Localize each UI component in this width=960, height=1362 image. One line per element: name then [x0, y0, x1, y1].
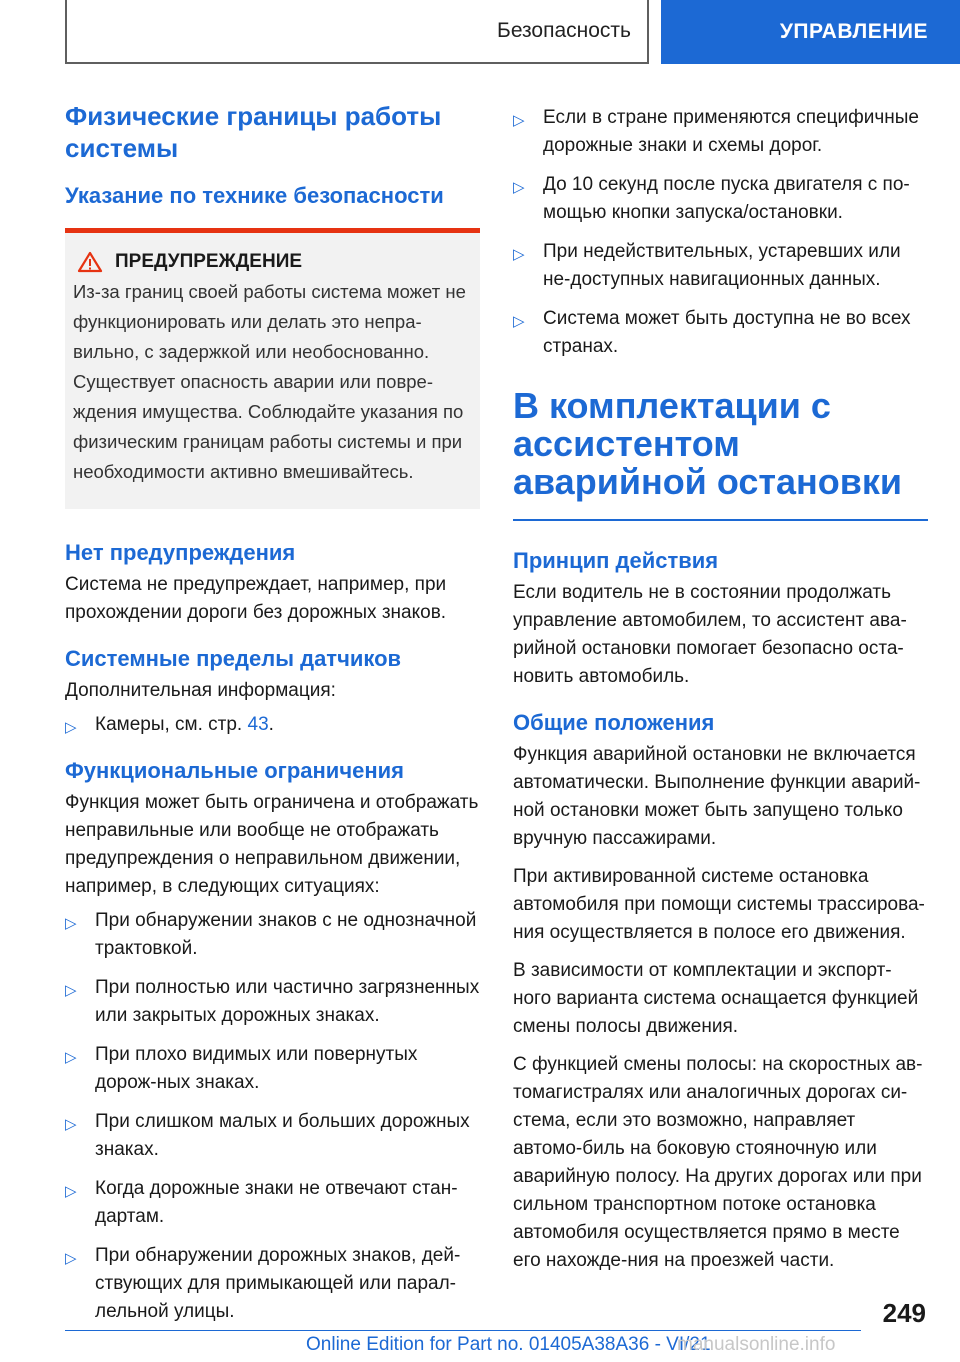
- list-item-text: Камеры, см. стр.: [95, 714, 243, 735]
- heading-sensor-limits: Системные пределы датчиков: [65, 646, 402, 671]
- list-item-end: .: [268, 714, 274, 735]
- section-functional-limits: [65, 757, 480, 1326]
- limits-list: [65, 907, 480, 1326]
- chapter-tab-label: УПРАВЛЕНИЕ: [779, 20, 928, 43]
- list-item-text: При обнаружении знаков с не однозначной трактовкой.: [95, 910, 477, 959]
- text-no-warning: Система не предупреждает, например, при прохождении дороги без дорожных знаков.: [65, 574, 447, 623]
- list-item: [513, 305, 928, 361]
- triangle-bullet-icon: ▷: [513, 246, 525, 263]
- left-title: Физические границы работы системы: [65, 101, 442, 163]
- list-item: [65, 1108, 480, 1164]
- text-functional-limits: Функция может быть ограничена и отображать неправильные или вообще не отображать предупреждения о неправильном движении, например, в следующих ситуациях:: [65, 792, 479, 897]
- heading-principle: Принцип действия: [513, 548, 719, 573]
- conditions-list: [513, 104, 928, 361]
- chapter-tab: [661, 0, 960, 64]
- section-divider: [513, 519, 928, 521]
- list-item: [513, 238, 928, 294]
- heading-general: Общие положения: [513, 710, 715, 735]
- warning-header: [73, 251, 470, 273]
- list-item-text: Когда дорожные знаки не отвечают стан-дартам.: [95, 1178, 458, 1227]
- triangle-bullet-icon: ▷: [65, 1049, 77, 1066]
- list-item: [65, 1242, 480, 1326]
- page-number: 249: [882, 1298, 926, 1328]
- footer-edition: Online Edition for Part no. 01405A38A36 - VI/21: [306, 1334, 711, 1355]
- section-sensor-limits: [65, 645, 480, 739]
- heading-no-warning: Нет предупреждения: [65, 540, 296, 565]
- list-item-text: Если в стране применяются специфичные дорожные знаки и схемы дорог.: [543, 107, 919, 156]
- list-item: [65, 1175, 480, 1231]
- paragraph: Функция аварийной остановки не включается автоматически. Выполнение функции аварий-ной остановки может быть запущено только вручную пассажирами.: [513, 744, 921, 849]
- list-item: [65, 974, 480, 1030]
- triangle-bullet-icon: ▷: [65, 1116, 77, 1133]
- watermark: manualsonline.info: [677, 1334, 836, 1355]
- list-item: [65, 907, 480, 963]
- triangle-bullet-icon: ▷: [65, 1250, 77, 1267]
- paragraph: В зависимости от комплектации и экспорт-ного варианта система оснащается функцией смены полосы движения.: [513, 960, 919, 1037]
- triangle-bullet-icon: ▷: [513, 313, 525, 330]
- list-item: [513, 171, 928, 227]
- right-column: [513, 100, 928, 1293]
- safety-subtitle: Указание по технике безопасности: [65, 183, 444, 208]
- list-item-text: При плохо видимых или повернутых дорож-ных знаках.: [95, 1044, 418, 1093]
- paragraph: С функцией смены полосы: на скоростных ав-томагистралях или аналогичных дорогах си-стема, если это возможно, направляет автомо-биль на боковую стояночную или аварийную полосу. На других дорогах или при сильном транспортном потоке остановка автомобиля осуществляется прямо в месте его нахожде-ния на проезжей части.: [513, 1054, 923, 1271]
- section-principle: [513, 547, 928, 691]
- section-general: [513, 709, 928, 1275]
- list-item-text: При полностью или частично загрязненных или закрытых дорожных знаках.: [95, 977, 480, 1026]
- list-item: [65, 1041, 480, 1097]
- list-item: [513, 104, 928, 160]
- list-item-text: При недействительных, устаревших или не-доступных навигационных данных.: [543, 241, 901, 290]
- left-column: [65, 100, 480, 1344]
- warning-triangle-icon: [77, 251, 103, 273]
- text-principle: Если водитель не в состоянии продолжать управление автомобилем, то ассистент ава-рийной остановки помогает безопасно оста-новить автомобиль.: [513, 582, 907, 687]
- sensor-list: [65, 711, 480, 739]
- section-no-warning: [65, 539, 480, 627]
- warning-title: ПРЕДУПРЕЖДЕНИЕ: [115, 251, 303, 272]
- page-link[interactable]: 43: [247, 714, 269, 735]
- triangle-bullet-icon: ▷: [65, 915, 77, 932]
- warning-text: Из-за границ своей работы система может не функционировать или делать это непра-вильно, с задержкой или необоснованно. Существует опасность аварии или повре-ждения имущества. Соблюдайте указания по физическим границам работы системы и при необходимости активно вмешивайтесь.: [73, 281, 466, 482]
- triangle-bullet-icon: ▷: [65, 982, 77, 999]
- section-tab-label: Безопасность: [497, 19, 631, 42]
- heading-functional-limits: Функциональные ограничения: [65, 758, 404, 783]
- list-item-text: До 10 секунд после пуска двигателя с по-мощью кнопки запуска/остановки.: [543, 174, 910, 223]
- triangle-bullet-icon: ▷: [65, 1183, 77, 1200]
- list-item-text: Система может быть доступна не во всех странах.: [543, 308, 911, 357]
- warning-box: [65, 228, 480, 509]
- paragraph: При активированной системе остановка автомобиля при помощи системы трассирова-ния осуществляется в полосе его движения.: [513, 866, 925, 943]
- list-item-text: При слишком малых и больших дорожных знаках.: [95, 1111, 470, 1160]
- section-tab: [65, 0, 649, 64]
- triangle-bullet-icon: ▷: [65, 719, 77, 736]
- triangle-bullet-icon: ▷: [513, 112, 525, 129]
- footer-divider: [65, 1330, 861, 1331]
- emergency-assistant-title: В комплектации с ассистентом аварийной остановки: [513, 385, 903, 502]
- list-item: [65, 711, 480, 739]
- text-sensor-limits: Дополнительная информация:: [65, 680, 336, 701]
- triangle-bullet-icon: ▷: [513, 179, 525, 196]
- list-item-text: При обнаружении дорожных знаков, дей-ствующих для примыкающей или парал-лельной улицы.: [95, 1245, 461, 1322]
